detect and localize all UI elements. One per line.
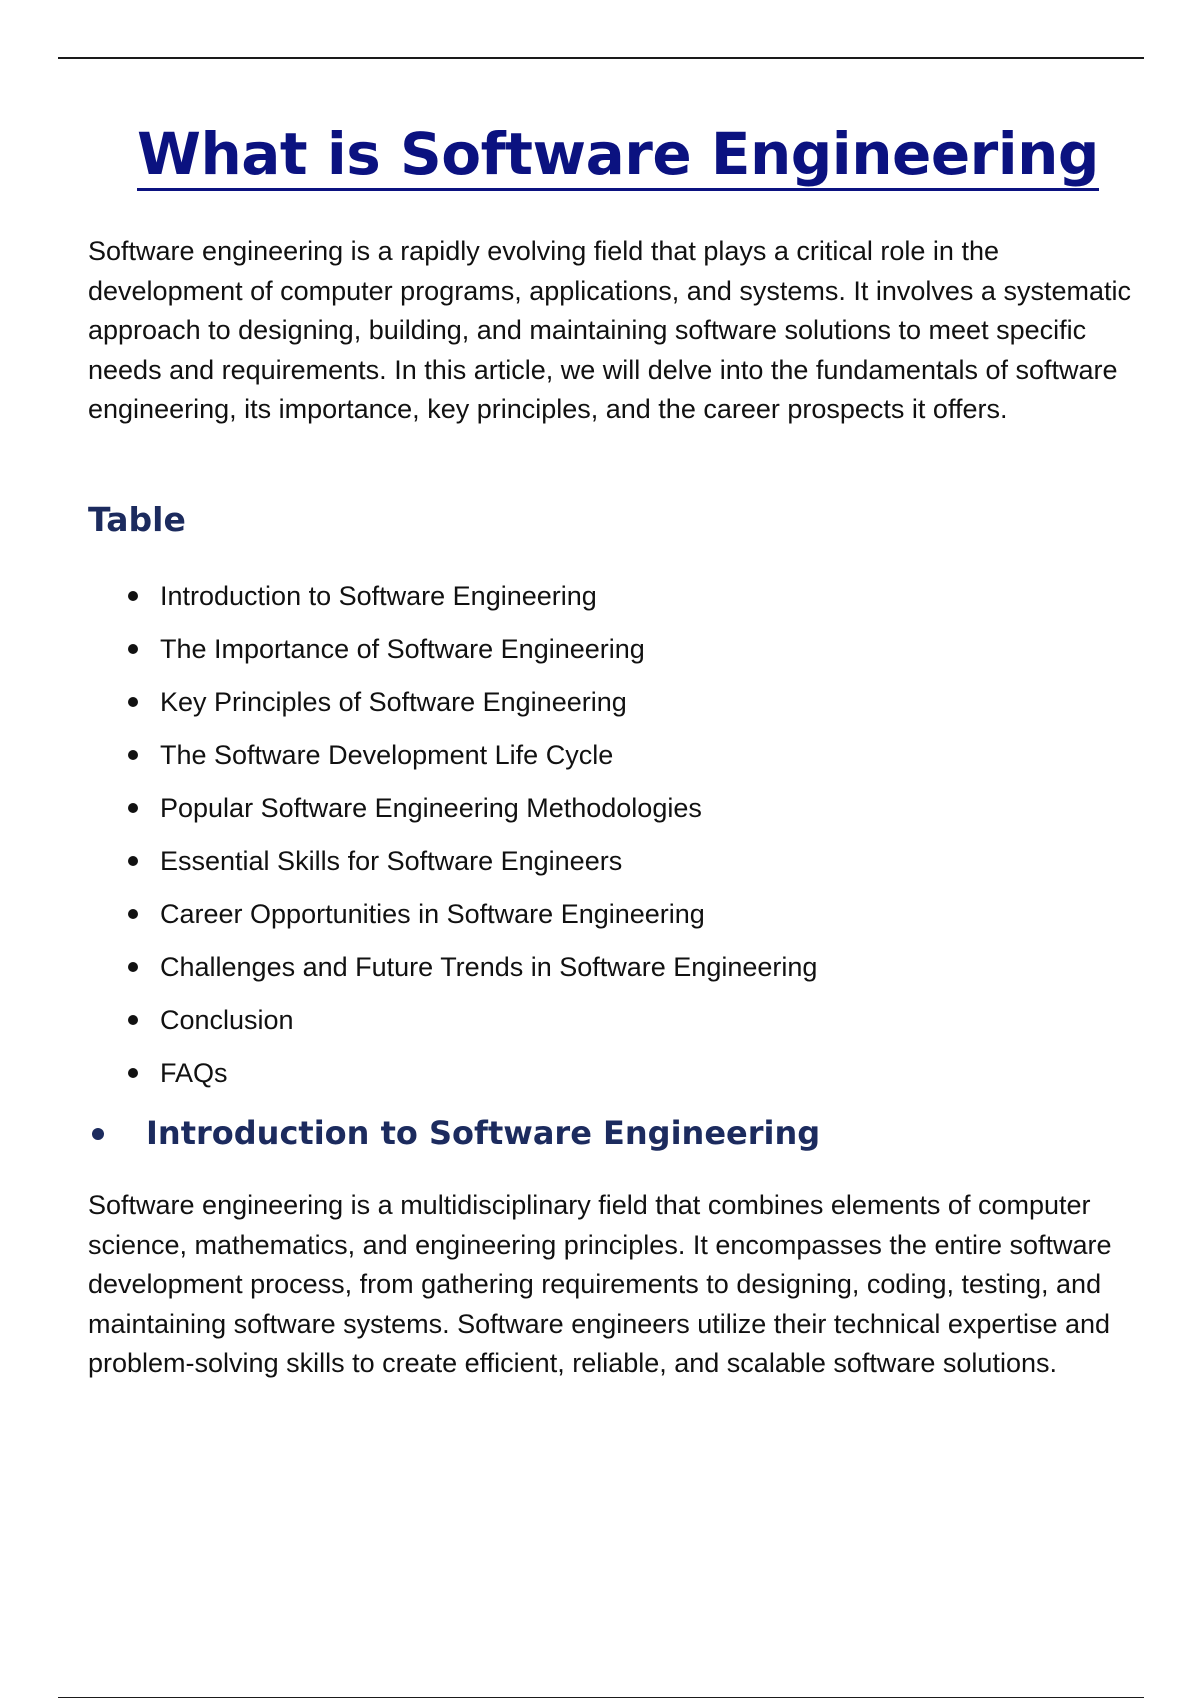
top-divider [58, 57, 1144, 59]
bullet-icon [128, 750, 138, 760]
bullet-icon [92, 1128, 104, 1140]
bottom-divider [58, 1697, 1144, 1698]
toc-item-label: The Software Development Life Cycle [160, 740, 614, 770]
toc-item-label: Career Opportunities in Software Engineering [160, 899, 705, 929]
toc-item-label: Key Principles of Software Engineering [160, 687, 627, 717]
toc-item-importance[interactable] [124, 630, 817, 683]
bullet-icon [128, 697, 138, 707]
bullet-icon [128, 1068, 138, 1078]
bullet-icon [128, 1015, 138, 1025]
toc-item-methodologies[interactable] [124, 789, 817, 842]
toc-heading: Table [88, 500, 186, 539]
toc-item-sdlc[interactable] [124, 736, 817, 789]
toc-item-introduction[interactable] [124, 577, 817, 630]
page-title-text: What is Software Engineering [137, 120, 1099, 191]
bullet-icon [128, 962, 138, 972]
toc-item-challenges[interactable] [124, 948, 817, 1001]
bullet-icon [128, 856, 138, 866]
toc-item-label: Popular Software Engineering Methodologies [160, 793, 702, 823]
bullet-icon [128, 909, 138, 919]
toc-item-label: Essential Skills for Software Engineers [160, 846, 623, 876]
toc-item-essential-skills[interactable] [124, 842, 817, 895]
bullet-icon [128, 591, 138, 601]
toc-item-label: FAQs [160, 1058, 228, 1088]
bullet-icon [128, 644, 138, 654]
section-heading-introduction [88, 1113, 820, 1153]
section-heading-text: Introduction to Software Engineering [146, 1114, 821, 1152]
intro-paragraph: Software engineering is a rapidly evolving field that plays a critical role in the development of computer programs, applications, and systems. It involves a systematic approach to designing, building, and maintaining software solutions to meet specific needs and requirements. In this article, we will delve into the fundamentals of software engineering, its importance, key principles, and the career prospects it offers. [88, 236, 1131, 424]
toc-item-career-opportunities[interactable] [124, 895, 817, 948]
toc-item-faqs[interactable] [124, 1054, 817, 1107]
bullet-icon [128, 803, 138, 813]
toc-item-label: Conclusion [160, 1005, 294, 1035]
table-of-contents [124, 577, 817, 1107]
toc-item-label: The Importance of Software Engineering [160, 634, 645, 664]
toc-item-label: Challenges and Future Trends in Software Engineering [160, 952, 818, 982]
section-paragraph-introduction: Software engineering is a multidisciplinary field that combines elements of computer science, mathematics, and engineering principles. It encompasses the entire software development process, from gathering requirements to designing, coding, testing, and maintaining software systems. Software engineers utilize their technical expertise and problem-solving skills to create efficient, reliable, and scalable software solutions. [88, 1190, 1112, 1378]
page-title [0, 120, 1200, 188]
toc-item-key-principles[interactable] [124, 683, 817, 736]
toc-item-conclusion[interactable] [124, 1001, 817, 1054]
toc-item-label: Introduction to Software Engineering [160, 581, 597, 611]
